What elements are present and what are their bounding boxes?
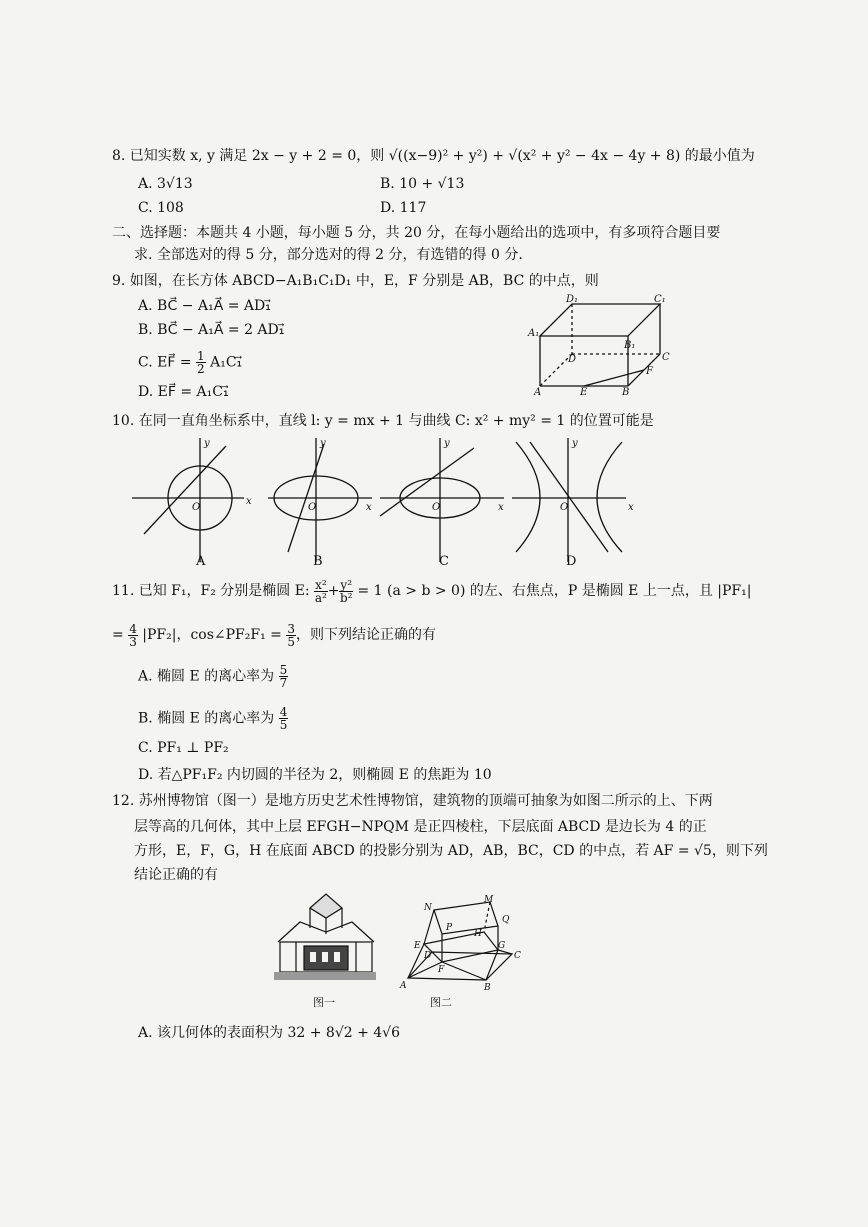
q11-option-c: C. PF₁ ⊥ PF₂ — [138, 740, 229, 756]
q9-option-b: B. BC⃗ − A₁A⃗ = 2 AD₁⃗ — [138, 322, 285, 338]
q10-c-label-x: x — [498, 502, 504, 513]
section2-line2: 求. 全部选对的得 5 分，部分选对的得 2 分，有选错的得 0 分. — [134, 247, 523, 263]
q10-stem: 10. 在同一直角坐标系中，直线 l: y = mx + 1 与曲线 C: x² + my² = 1 的位置可能是 — [112, 413, 654, 429]
q10-caption-b: B — [313, 554, 323, 569]
q11-frac-3-5-den: 5 — [287, 634, 295, 649]
q11-option-a-text: A. 椭圆 E 的离心率为 — [138, 668, 279, 685]
q12-option-a: A. 该几何体的表面积为 32 + 8√2 + 4√6 — [138, 1025, 401, 1041]
figure-2-caption: 图二 — [430, 996, 452, 1009]
q11-frac-y-den: b² — [339, 590, 353, 605]
q10-a-label-o: O — [192, 502, 201, 513]
q9-label-f: F — [646, 366, 653, 377]
q11-option-a-fraction — [279, 664, 289, 689]
q11-option-a — [138, 664, 288, 689]
q10-d-label-y: y — [572, 438, 578, 449]
q9-stem: 9. 如图，在长方体 ABCD−A₁B₁C₁D₁ 中，E，F 分别是 AB，BC 的中点，则 — [112, 273, 599, 289]
fig2-label-c: C — [514, 951, 521, 961]
q8-stem: 8. 已知实数 x, y 满足 2x − y + 2 = 0，则 √((x−9)² + y²) + √(x² + y² − 4x − 4y + 8) 的最小值为 — [112, 148, 755, 164]
q11-plus: + — [327, 583, 340, 599]
q11-stem-a: 11. 已知 F₁，F₂ 分别是椭圆 E: — [112, 583, 315, 599]
q9-label-b1: B₁ — [624, 340, 636, 351]
q10-a-label-y: y — [204, 438, 210, 449]
q11-stem-b: = 1 (a > b > 0) 的左、右焦点，P 是椭圆 E 上一点，且 |PF₁| — [353, 583, 752, 599]
q10-a-label-x: x — [246, 496, 252, 507]
q10-caption-a: A — [196, 554, 206, 569]
q8-option-d: D. 117 — [380, 200, 427, 216]
q9-label-a1: A₁ — [528, 328, 540, 339]
q11-stem-line1 — [112, 576, 751, 606]
q8-option-a: A. 3√13 — [138, 176, 193, 192]
q10-b-label-x: x — [366, 502, 372, 513]
q10-caption-d: D — [566, 554, 577, 569]
fig2-label-d: D — [424, 951, 432, 961]
q11-option-b-num: 4 — [279, 705, 288, 719]
q11-frac-4-3-den: 3 — [129, 634, 137, 649]
section2-line1: 二、选择题：本题共 4 小题，每小题 5 分，共 20 分，在每小题给出的选项中，有多项符合题目要 — [112, 225, 721, 241]
q10-b-label-y: y — [320, 438, 326, 449]
q11-line2-a: = — [112, 627, 129, 643]
solid-diagram-figure — [398, 896, 524, 992]
q9-label-c1: C₁ — [654, 294, 666, 305]
fig2-label-e: E — [414, 941, 421, 951]
q11-option-a-num: 5 — [279, 663, 288, 677]
q11-frac-4-3 — [128, 623, 138, 648]
q9-option-c-fraction-num: 1 — [197, 349, 205, 363]
q10-b-label-o: O — [308, 502, 317, 513]
q10-graphs-figure — [128, 434, 648, 570]
q11-option-b — [138, 706, 288, 731]
q11-frac-y-num: y² — [340, 577, 353, 592]
fig2-label-f: F — [438, 965, 445, 975]
q9-option-c-vector: A₁C₁⃗ — [205, 354, 243, 371]
figure-1-caption: 图一 — [313, 996, 335, 1009]
q9-option-c-fraction-den: 2 — [197, 362, 205, 376]
q11-option-b-fraction — [279, 706, 289, 731]
q10-caption-c: C — [439, 554, 449, 569]
q11-frac-3-5 — [286, 623, 296, 648]
fig2-label-g: G — [498, 941, 506, 951]
q9-label-e: E — [580, 387, 588, 398]
q9-option-a: A. BC⃗ − A₁A⃗ = AD₁⃗ — [138, 298, 271, 314]
q11-frac-y — [339, 579, 353, 604]
fig2-label-n: N — [424, 903, 432, 913]
q10-c-label-o: O — [432, 502, 441, 513]
fig2-label-p: P — [446, 923, 453, 933]
q8-option-c: C. 108 — [138, 200, 184, 216]
q8-option-b: B. 10 + √13 — [380, 176, 465, 192]
q11-line2-b: |PF₂|，cos∠PF₂F₁ = — [137, 627, 287, 643]
q9-option-c — [138, 350, 242, 375]
fig2-label-q: Q — [502, 915, 510, 925]
q9-option-c-fraction — [196, 350, 206, 375]
q11-frac-4-3-num: 4 — [129, 621, 137, 636]
q11-frac-x-den: a² — [314, 590, 327, 605]
q9-label-a: A — [534, 387, 542, 398]
q12-stem-line4: 结论正确的有 — [134, 867, 218, 883]
q11-stem-line2 — [112, 620, 436, 650]
q9-label-d1: D₁ — [566, 294, 579, 305]
museum-photo-figure — [270, 884, 380, 992]
q9-cuboid-figure — [528, 292, 668, 396]
q11-frac-3-5-num: 3 — [287, 621, 295, 636]
q11-option-b-den: 5 — [279, 718, 288, 732]
q10-c-label-y: y — [444, 438, 450, 449]
q11-option-a-den: 7 — [279, 676, 288, 690]
fig2-label-b: B — [484, 983, 491, 993]
q9-label-d: D — [568, 354, 577, 365]
q10-d-label-o: O — [560, 502, 569, 513]
q11-frac-x-num: x² — [315, 577, 327, 592]
fig2-label-m: M — [484, 895, 494, 905]
fig2-label-a: A — [400, 981, 407, 991]
q9-option-d: D. EF⃗ = A₁C₁⃗ — [138, 384, 229, 400]
q11-line2-c: ，则下列结论正确的有 — [296, 627, 436, 643]
q11-frac-x — [314, 579, 328, 604]
q12-stem-line3: 方形，E，F，G，H 在底面 ABCD 的投影分别为 AD，AB，BC，CD 的中点，若 AF = √5，则下列 — [134, 843, 768, 859]
q10-d-label-x: x — [628, 502, 634, 513]
fig2-label-h: H — [474, 929, 482, 939]
q12-stem-line2: 层等高的几何体，其中上层 EFGH−NPQM 是正四棱柱，下层底面 ABCD 是边长为 4 的正 — [134, 819, 707, 835]
q9-option-c-label: C. EF⃗ = — [138, 354, 197, 371]
q9-label-c: C — [662, 352, 670, 363]
q11-option-d: D. 若△PF₁F₂ 内切圆的半径为 2，则椭圆 E 的焦距为 10 — [138, 767, 492, 783]
q12-stem-line1: 12. 苏州博物馆（图一）是地方历史艺术性博物馆，建筑物的顶端可抽象为如图二所示的上、下两 — [112, 793, 713, 809]
q11-option-b-text: B. 椭圆 E 的离心率为 — [138, 710, 279, 727]
q9-label-b: B — [622, 387, 630, 398]
